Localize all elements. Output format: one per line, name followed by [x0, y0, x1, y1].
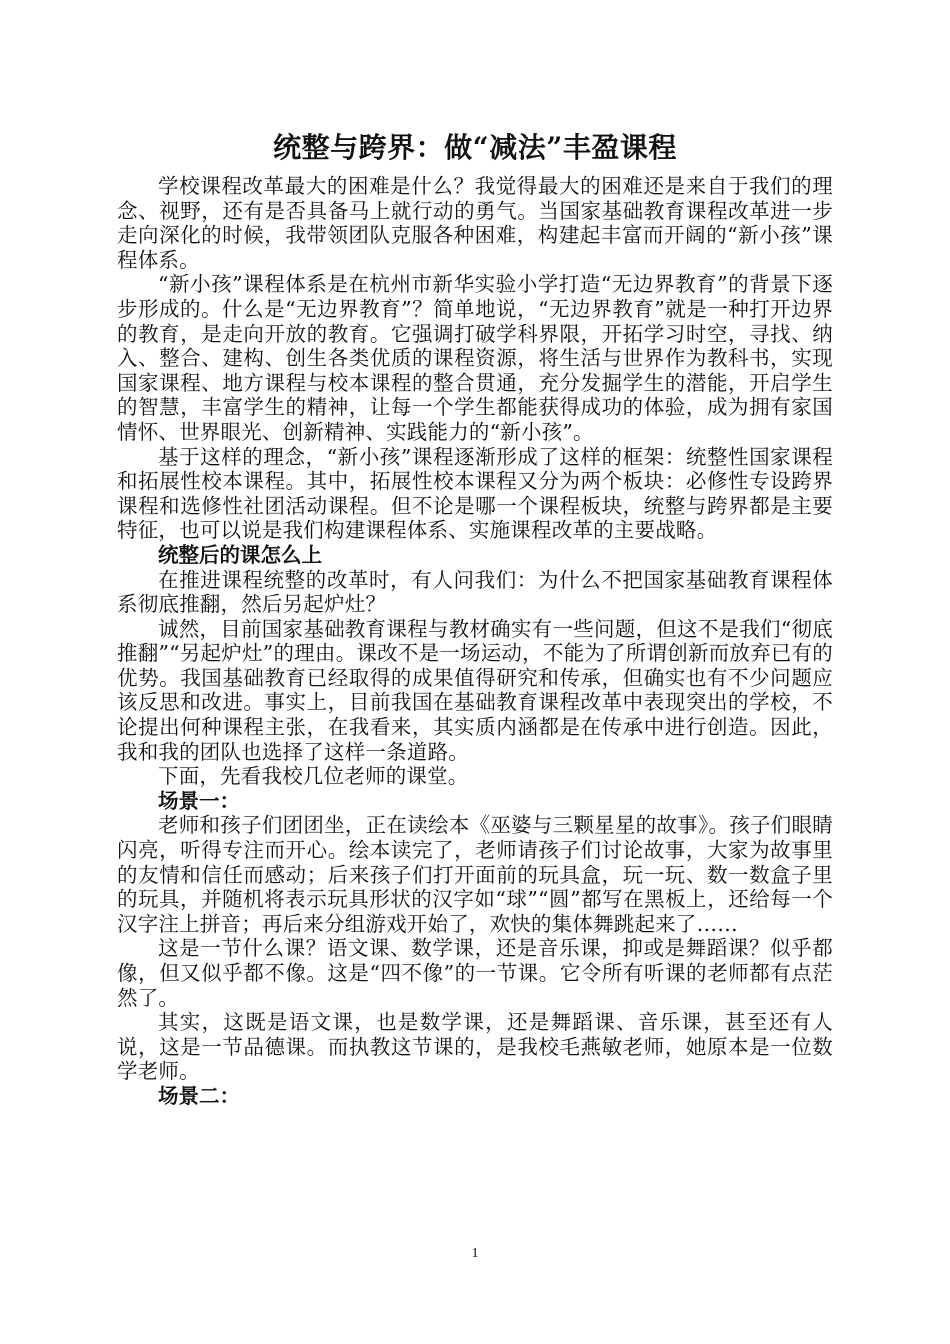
paragraph-question: 在推进课程统整的改革时，有人问我们：为什么不把国家基础教育课程体系彻底推翻，然后另起炉灶？ — [117, 567, 833, 617]
paragraph-inheritance: 诚然，目前国家基础教育课程与教材确实有一些问题，但这不是我们“彻底推翻”“另起炉灶”的理由。课改不是一场运动，不能为了所谓创新而放弃已有的优势。我国基础教育已经取得的成果值得研究和传承，但确实也有不少问题应该反思和改进。事实上，目前我国在基础教育课程改革中表现突出的学校，不论提出何种课程主张，在我看来，其实质内涵都是在传承中进行创造。因此，我和我的团队也选择了这样一条道路。 — [117, 616, 833, 764]
page-number: 1 — [471, 1246, 479, 1261]
paragraph-intro: 学校课程改革最大的困难是什么？我觉得最大的困难还是来自于我们的理念、视野，还有是否具备马上就行动的勇气。当国家基础教育课程改革进一步走向深化的时候，我带领团队克服各种困难，构建起丰富而开阔的“新小孩”课程体系。 — [117, 174, 833, 272]
section-heading-integrated-class: 统整后的课怎么上 — [158, 542, 322, 567]
paragraph-framework: 基于这样的理念，“新小孩”课程逐渐形成了这样的框架：统整性国家课程和拓展性校本课程。其中，拓展性校本课程又分为两个板块：必修性专设跨界课程和选修性社团活动课程。但不论是哪一个课程板块，统整与跨界都是主要特征，也可以说是我们构建课程体系、实施课程改革的主要战略。 — [117, 444, 833, 543]
paragraph-classrooms-intro: 下面，先看我校几位老师的课堂。 — [158, 764, 469, 789]
document-title: 统整与跨界：做“减法”丰盈课程 — [273, 131, 677, 164]
document-page — [117, 128, 833, 1109]
scene-one-heading: 场景一： — [158, 788, 240, 813]
paragraph-teacher: 其实，这既是语文课，也是数学课，还是舞蹈课、音乐课，甚至还有人说，这是一节品德课。而执教这节课的，是我校毛燕敏老师，她原本是一位数学老师。 — [117, 1010, 833, 1084]
paragraph-scene-one: 老师和孩子们团团坐，正在读绘本《巫婆与三颗星星的故事》。孩子们眼睛闪亮，听得专注而开心。绘本读完了，老师请孩子们讨论故事，大家为故事里的友情和信任而感动；后来孩子们打开面前的玩具盒，玩一玩、数一数盒子里的玩具，并随机将表示玩具形状的汉字如“球”“圆”都写在黑板上，还给每一个汉字注上拼音；再后来分组游戏开始了，欢快的集体舞跳起来了…… — [117, 813, 833, 936]
paragraph-boundless-education: “新小孩”课程体系是在杭州市新华实验小学打造“无边界教育”的背景下逐步形成的。什么是“无边界教育”？简单地说，“无边界教育”就是一种打开边界的教育，是走向开放的教育。它强调打破学科界限，开拓学习时空，寻找、纳入、整合、建构、创生各类优质的课程资源，将生活与世界作为教科书，实现国家课程、地方课程与校本课程的整合贯通，充分发掘学生的潜能，开启学生的智慧，丰富学生的精神，让每一个学生都能获得成功的体验，成为拥有家国情怀、世界眼光、创新精神、实践能力的“新小孩”。 — [117, 272, 833, 444]
scene-two-heading: 场景二： — [158, 1083, 240, 1108]
paragraph-what-class: 这是一节什么课？语文课、数学课，还是音乐课，抑或是舞蹈课？似乎都像，但又似乎都不像。这是“四不像”的一节课。它令所有听课的老师都有点茫然了。 — [117, 936, 833, 1010]
